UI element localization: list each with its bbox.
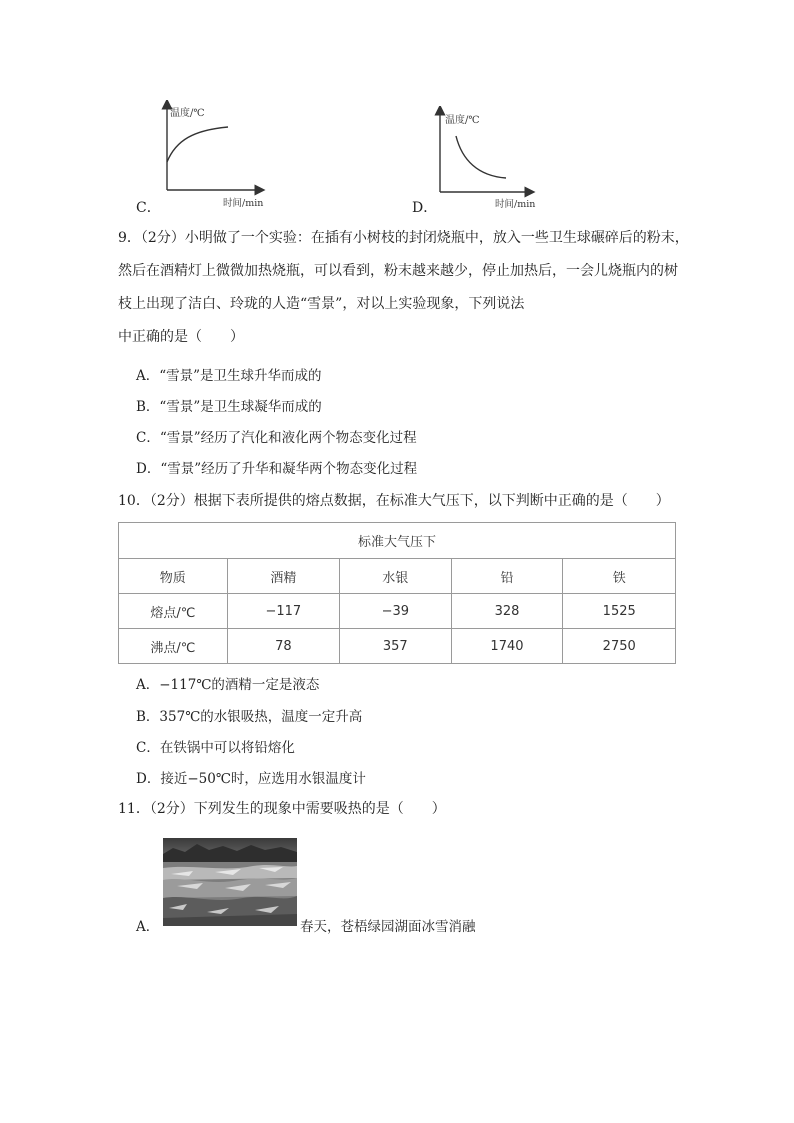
q9-option-a[interactable]: A．“雪景”是卫生球升华而成的 bbox=[136, 368, 322, 384]
table-cell: 熔点/℃ bbox=[119, 594, 228, 629]
table-caption: 标准大气压下 bbox=[119, 523, 676, 559]
graph-d bbox=[426, 106, 546, 214]
graph-d-letter: D． bbox=[412, 200, 438, 216]
q9-option-c[interactable]: C．“雪景”经历了汽化和液化两个物态变化过程 bbox=[136, 430, 417, 446]
table-cell: 1525 bbox=[563, 594, 676, 629]
table-cell: 2750 bbox=[563, 629, 676, 664]
table-header-row bbox=[119, 559, 676, 594]
table-header-cell: 酒精 bbox=[227, 559, 340, 594]
table-cell: 1740 bbox=[451, 629, 563, 664]
q9-option-b[interactable]: B．“雪景”是卫生球凝华而成的 bbox=[136, 399, 322, 415]
graph-c-xlabel: 时间/min bbox=[223, 198, 264, 209]
table-cell: −117 bbox=[227, 594, 340, 629]
q9-line-2: 然后在酒精灯上微微加热烧瓶，可以看到，粉末越来越少，停止加热后，一会儿烧瓶内的树 bbox=[118, 263, 678, 279]
q11-option-a-letter: A． bbox=[136, 919, 160, 935]
table-cell: 沸点/℃ bbox=[119, 629, 228, 664]
table-header-cell: 水银 bbox=[340, 559, 451, 594]
table-row-melting bbox=[119, 594, 676, 629]
q11-stem: 11．（2分）下列发生的现象中需要吸热的是（ ） bbox=[118, 801, 446, 817]
q9-line-1: 9．（2分）小明做了一个实验：在插有小树枝的封闭烧瓶中，放入一些卫生球碾碎后的粉末， bbox=[118, 230, 689, 246]
graph-c-curve bbox=[167, 127, 228, 162]
q9-line-4: 中正确的是（ ） bbox=[118, 329, 244, 345]
table-cell: 328 bbox=[451, 594, 563, 629]
graph-c-letter: C． bbox=[136, 200, 161, 216]
q10-option-c[interactable]: C．在铁锅中可以将铅熔化 bbox=[136, 740, 295, 756]
graph-d-curve bbox=[456, 136, 506, 178]
q10-option-b[interactable]: B．357℃的水银吸热，温度一定升高 bbox=[136, 709, 363, 725]
melting-point-table bbox=[118, 522, 676, 664]
q11-option-a-text[interactable]: 春天，苍梧绿园湖面冰雪消融 bbox=[300, 919, 476, 935]
graph-c-ylabel: 温度/℃ bbox=[170, 108, 205, 119]
table-header-cell: 铁 bbox=[563, 559, 676, 594]
table-cell: 357 bbox=[340, 629, 451, 664]
table-row-boiling bbox=[119, 629, 676, 664]
graph-c bbox=[150, 100, 270, 212]
graph-d-ylabel: 温度/℃ bbox=[445, 115, 480, 126]
q10-stem: 10．（2分）根据下表所提供的熔点数据，在标准大气压下，以下判断中正确的是（ ） bbox=[118, 493, 670, 509]
q9-line-3: 枝上出现了洁白、玲珑的人造“雪景”，对以上实验现象，下列说法 bbox=[118, 296, 525, 312]
table-header-cell: 铅 bbox=[451, 559, 563, 594]
q10-option-a[interactable]: A．−117℃的酒精一定是液态 bbox=[136, 677, 320, 693]
table-cell: 78 bbox=[227, 629, 340, 664]
q9-option-d[interactable]: D．“雪景”经历了升华和凝华两个物态变化过程 bbox=[136, 461, 418, 477]
ice-melting-photo[interactable] bbox=[163, 838, 297, 926]
table-header-cell: 物质 bbox=[119, 559, 228, 594]
graph-d-xlabel: 时间/min bbox=[495, 199, 536, 210]
q10-option-d[interactable]: D．接近−50℃时，应选用水银温度计 bbox=[136, 771, 366, 787]
table-cell: −39 bbox=[340, 594, 451, 629]
